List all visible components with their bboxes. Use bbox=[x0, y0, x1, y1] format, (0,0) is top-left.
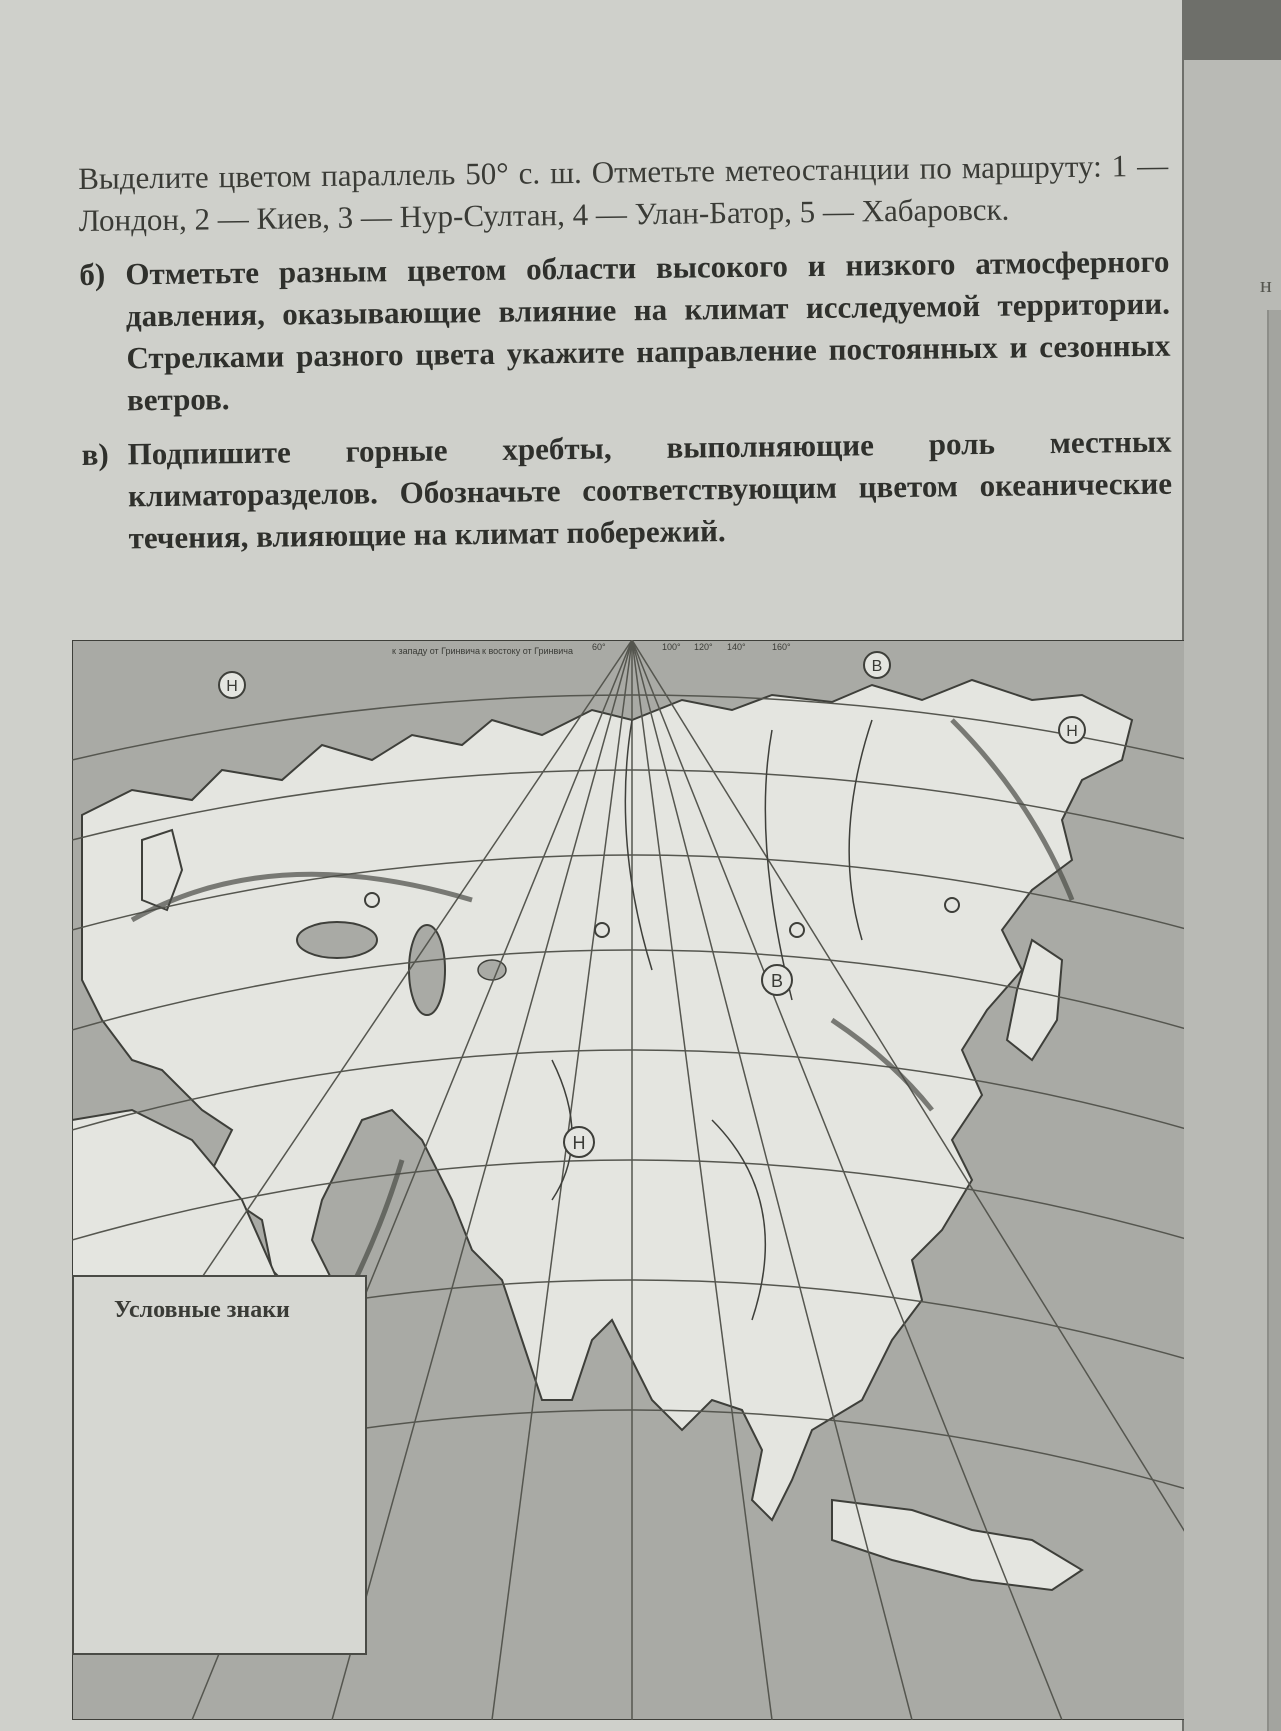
svg-text:160°: 160° bbox=[772, 642, 791, 652]
svg-text:140°: 140° bbox=[727, 642, 746, 652]
next-page-edge bbox=[1184, 60, 1281, 1731]
task-c bbox=[81, 421, 1172, 560]
svg-text:120°: 120° bbox=[694, 642, 713, 652]
svg-text:Н: Н bbox=[226, 678, 238, 695]
task-text bbox=[78, 145, 1173, 572]
svg-text:В: В bbox=[871, 658, 883, 675]
task-b bbox=[79, 241, 1171, 422]
task-c-marker: в) bbox=[81, 436, 109, 472]
pressure-low-east bbox=[1059, 717, 1085, 743]
legend-title: Условные знаки bbox=[114, 1297, 290, 1323]
pressure-high bbox=[762, 965, 792, 995]
svg-text:Н: Н bbox=[572, 1133, 586, 1153]
aral-sea bbox=[478, 960, 506, 980]
caspian-sea bbox=[409, 925, 445, 1015]
svg-text:к западу от Гринвича: к западу от Гринвича bbox=[392, 646, 481, 656]
next-page-letter: н bbox=[1260, 272, 1272, 297]
task-c-text: Подпишите горные хребты, выполняющие роль местных климаторазделов. Обозначьте соответствующим цветом океанические течения, влияющие на климат побережий. bbox=[127, 423, 1173, 556]
map-legend-box bbox=[72, 1275, 367, 1655]
page-edge-shadow bbox=[1267, 310, 1281, 1731]
pressure-low-west bbox=[219, 672, 245, 698]
pressure-high-north bbox=[864, 652, 890, 678]
svg-text:Н: Н bbox=[1066, 723, 1078, 740]
svg-text:к востоку от Гринвича: к востоку от Гринвича bbox=[482, 646, 573, 656]
svg-text:В: В bbox=[770, 971, 784, 991]
svg-text:60°: 60° bbox=[592, 642, 606, 652]
svg-text:100°: 100° bbox=[662, 642, 681, 652]
pressure-low bbox=[564, 1127, 594, 1157]
task-b-text: Отметьте разным цветом области высокого и низкого атмосферного давления, оказывающие влияние на климат исследуемой территории. Стрелками разного цвета укажите направление постоянных и сезонных ветров. bbox=[125, 243, 1171, 418]
task-intro: Выделите цветом параллель 50° с. ш. Отметьте метеостанции по маршруту: 1 — Лондон, 2 — Киев, 3 — Нур-Султан, 4 — Улан-Батор, 5 — Хабаровск. bbox=[78, 147, 1169, 238]
task-b-marker: б) bbox=[79, 256, 106, 292]
black-sea bbox=[297, 922, 377, 958]
